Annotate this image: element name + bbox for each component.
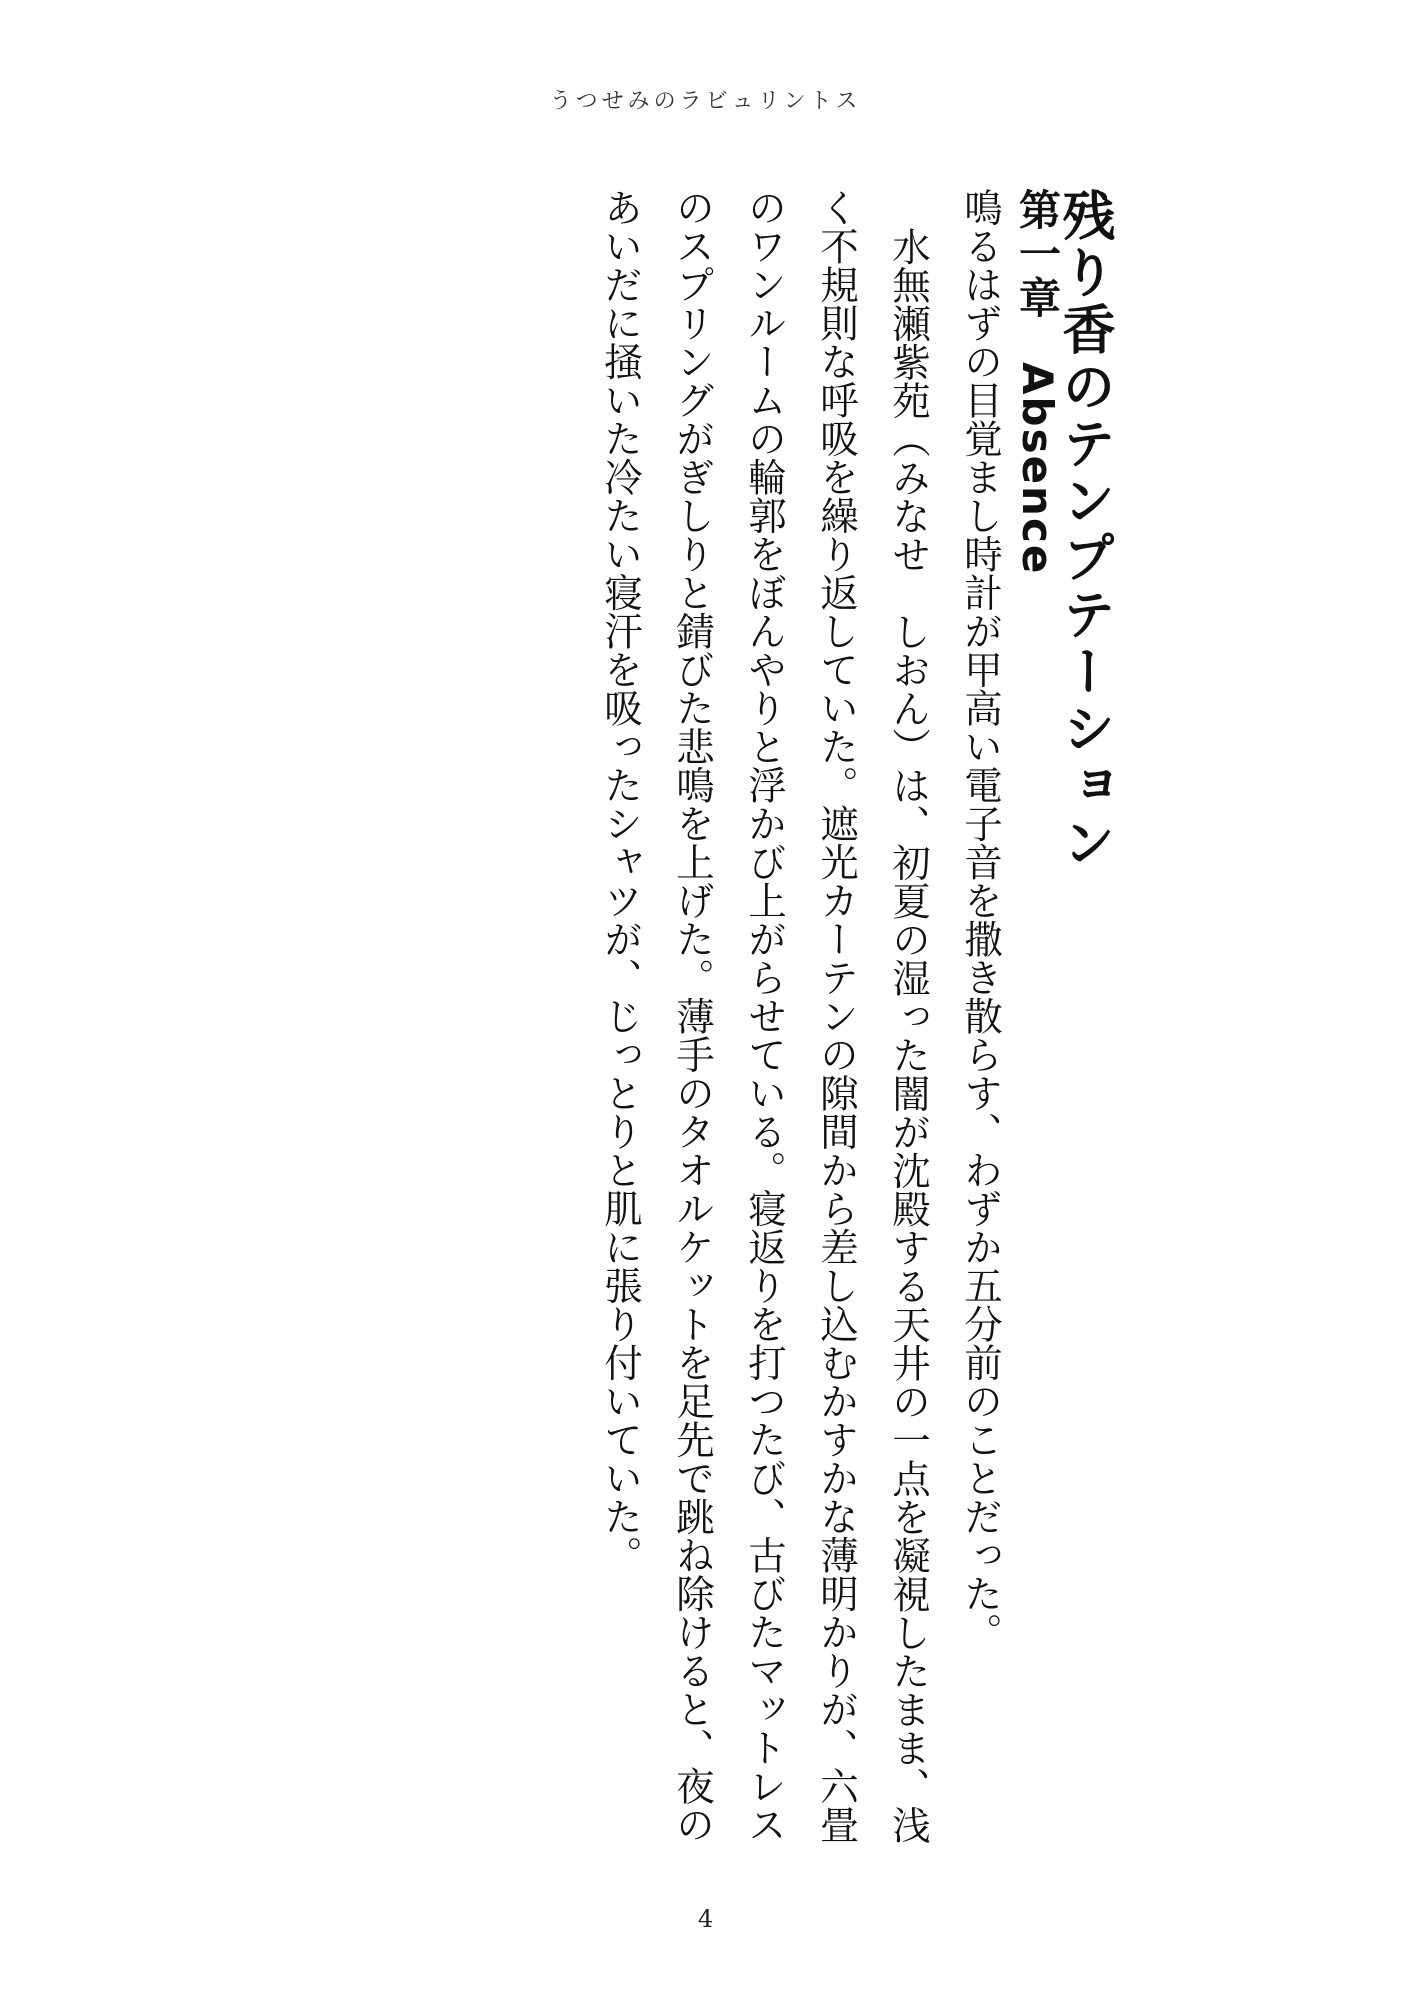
paragraph-1: 鳴るはずの目覚まし時計が甲高い電子音を撒き散らす、わずか五分前のことだった。 <box>958 188 1003 1651</box>
chapter-spacer <box>1016 320 1058 362</box>
chapter-name: Absence <box>1013 362 1062 576</box>
chapter-heading <box>1013 188 1062 1838</box>
vertical-text-block <box>584 188 1115 1878</box>
running-header: うつせみのラビュリントス <box>549 89 862 114</box>
page-number: 4 <box>697 1905 714 1933</box>
chapter-number: 第一章 <box>1013 188 1062 320</box>
body-text <box>584 188 1016 1878</box>
paragraph-2: 水無瀬紫苑（みなせ しおん）は、初夏の湿った闇が沈殿する天井の一点を凝視したまま、浅く不規則な呼吸を繰り返していた。遮光カーテンの隙間から差し込むかすかな薄明かりが、六畳のワンルームの輪郭をぼんやりと浮かび上がらせている。寝返りを打つたび、古びたマットレスのスプリングがぎしりと錆びた悲鳴を上げた。薄手のタオルケットを足先で跳ね除けると、夜のあいだに掻いた冷たい寝汗を吸ったシャツが、じっとりと肌に張り付いていた。 <box>598 188 931 1844</box>
story-title: 残り香のテンプテーション <box>1054 188 1115 872</box>
